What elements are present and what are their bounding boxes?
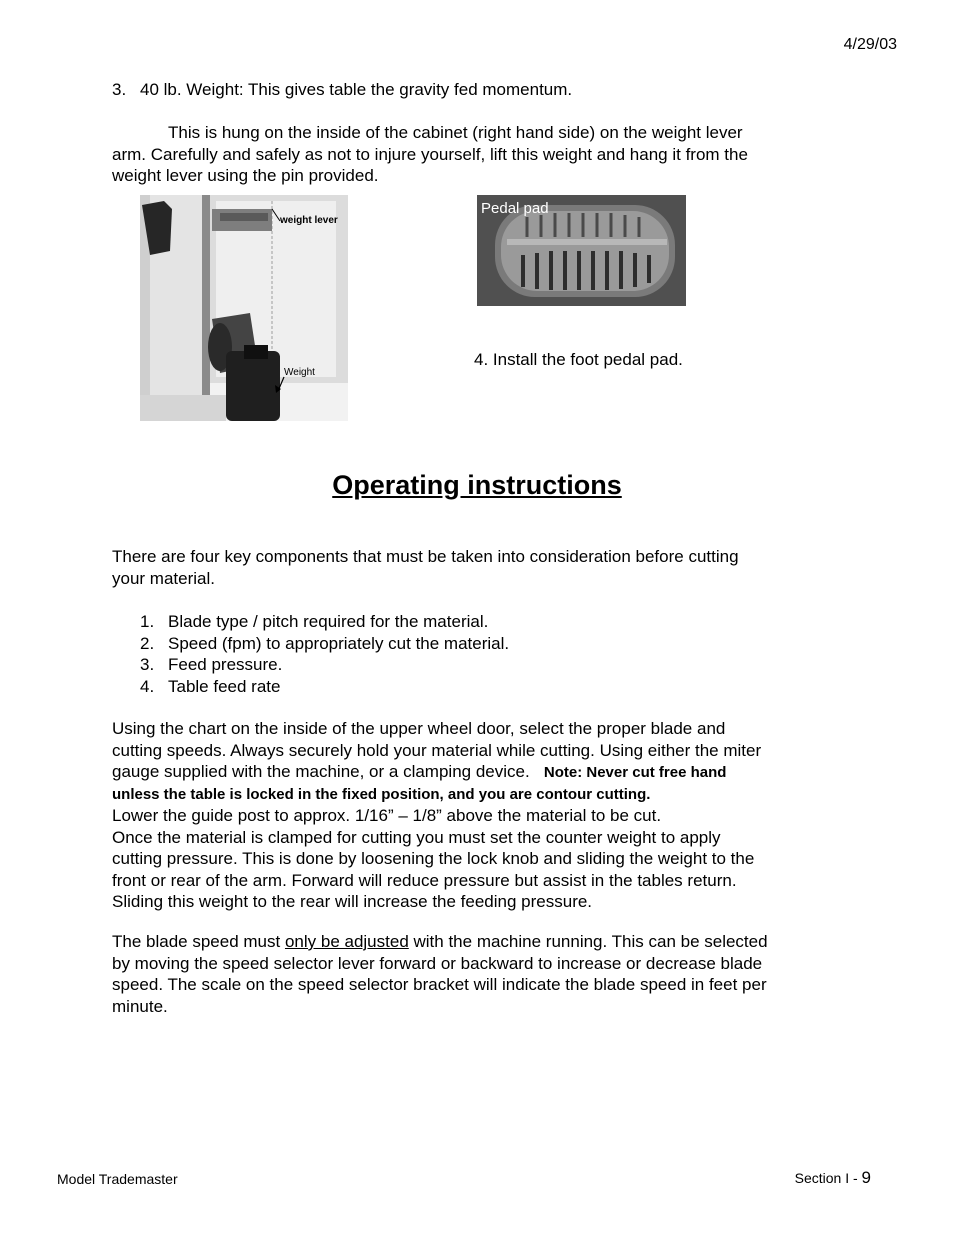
list-item-text: Feed pressure. [168, 655, 283, 674]
footer-section [795, 1168, 871, 1188]
intro-paragraph [112, 546, 842, 589]
intro-line-2: your material. [112, 568, 215, 588]
list-item-number: 4. [140, 676, 155, 696]
step-3-heading [112, 79, 572, 101]
components-list [140, 611, 509, 697]
note-part-1: Note: Never cut free hand [543, 764, 727, 781]
weight-label: Weight [284, 367, 315, 378]
cutting-paragraph [112, 718, 852, 913]
cutting-line-8: front or rear of the arm. Forward will reduce pressure but assist in the tables return. [112, 870, 737, 890]
list-item-text: Table feed rate [168, 676, 281, 696]
cutting-line-2: cutting speeds. Always securely hold your material while cutting. Using either the miter [112, 740, 762, 760]
pedal-pad-label: Pedal pad [481, 200, 549, 217]
section-title: Operating instructions [332, 470, 622, 500]
speed-line-2: by moving the speed selector lever forward or backward to increase or decrease blade [112, 953, 763, 973]
pedal-pad-photo [477, 195, 686, 306]
footer-section-label: Section I - [794, 1170, 862, 1186]
list-item [140, 654, 509, 676]
step-3-detail [112, 122, 842, 187]
step-3-number: 3. [112, 80, 127, 99]
cutting-line-5: Lower the guide post to approx. 1/16” – 1/8” above the material to be cut. [112, 806, 662, 825]
cutting-line-7: cutting pressure. This is done by loosening the lock knob and sliding the weight to the [112, 849, 755, 868]
weight-lever-label: weight lever [280, 215, 338, 226]
speed-line-1 [112, 931, 852, 953]
intro-line-1: There are four key components that must be taken into consideration before cutting [112, 547, 739, 566]
blade-speed-paragraph [112, 931, 852, 1017]
cutting-line-9: Sliding this weight to the rear will increase the feeding pressure. [112, 892, 593, 911]
step-3-detail-line-1: This is hung on the inside of the cabinet (right hand side) on the weight lever [168, 123, 743, 142]
step-3-detail-line-2: arm. Carefully and safely as not to injure yourself, lift this weight and hang it from the [112, 144, 748, 164]
list-item [140, 633, 509, 655]
list-item [140, 676, 509, 698]
list-item-number: 2. [140, 633, 155, 653]
speed-line-1-pre: The blade speed must [112, 932, 285, 951]
list-item-number: 1. [140, 612, 155, 631]
step-4-text: 4. Install the foot pedal pad. [474, 350, 683, 369]
step-3-detail-line-3: weight lever using the pin provided. [112, 166, 379, 185]
speed-line-1-underline: only be adjusted [284, 932, 409, 951]
list-item-text: Speed (fpm) to appropriately cut the material. [168, 633, 510, 653]
step-3-text: 40 lb. Weight: This gives table the gravity fed momentum. [140, 80, 573, 99]
speed-line-1-post: with the machine running. This can be selected [408, 932, 768, 951]
note-part-2: unless the table is locked in the fixed position, and you are contour cutting. [112, 785, 651, 803]
cutting-line-3 [112, 761, 852, 784]
speed-line-3: speed. The scale on the speed selector bracket will indicate the blade speed in feet per [112, 975, 767, 994]
cutting-line-3-text: gauge supplied with the machine, or a clamping device. [112, 762, 530, 781]
speed-line-4: minute. [112, 996, 168, 1016]
page-date: 4/29/03 [843, 36, 897, 53]
list-item-number: 3. [140, 655, 155, 674]
footer-page-number: 9 [861, 1168, 871, 1187]
list-item-text: Blade type / pitch required for the material. [168, 612, 489, 631]
cutting-line-1: Using the chart on the inside of the upper wheel door, select the proper blade and [112, 719, 726, 738]
weight-photo [140, 195, 348, 421]
footer-model: Model Trademaster [57, 1171, 178, 1187]
list-item [140, 611, 509, 633]
cutting-line-6: Once the material is clamped for cutting you must set the counter weight to apply [112, 827, 721, 847]
